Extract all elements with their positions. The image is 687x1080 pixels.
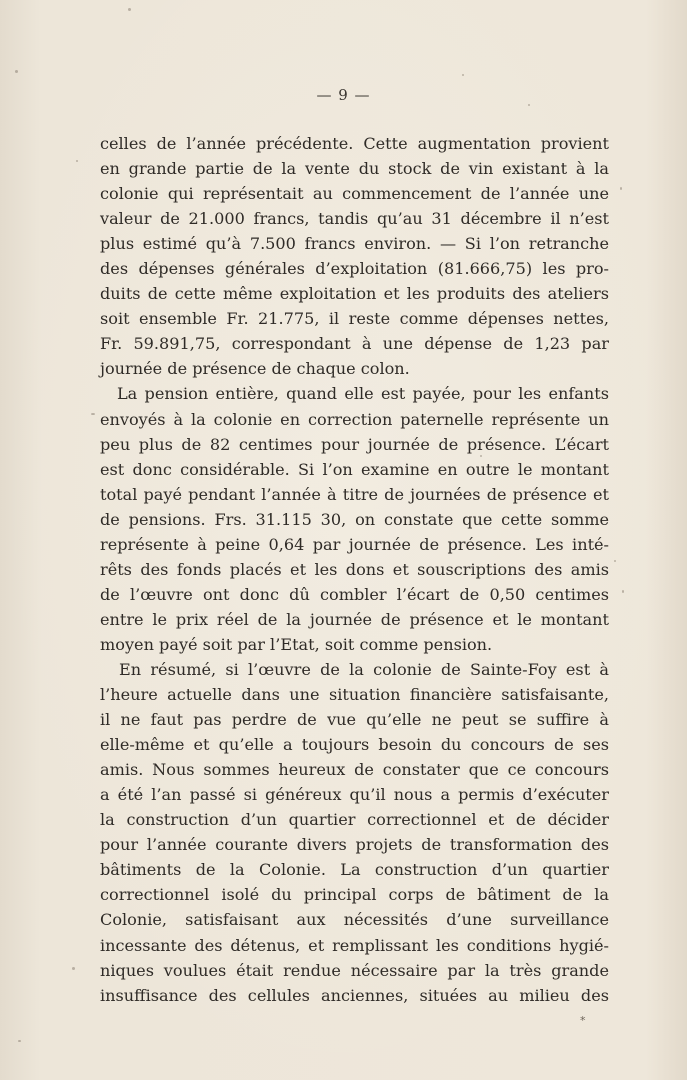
text-line: soit ensemble Fr. 21.775, il reste comme dépenses nettes, (100, 309, 609, 329)
text-line: de l’œuvre ont donc dû combler l’écart de 0,50 centimes (100, 584, 609, 604)
paper-speck (620, 187, 622, 190)
paper-speck (76, 160, 78, 162)
text-line: il ne faut pas perdre de vue qu’elle ne peut se suffire à (100, 710, 609, 730)
text-line: bâtiments de la Colonie. La construction d’un quartier (100, 860, 609, 880)
text-line: envoyés à la colonie en correction paternelle représente un (100, 409, 609, 429)
text-line: colonie qui représentait au commencement de l’année une (100, 184, 609, 204)
text-line: est donc considérable. Si l’on examine en outre le montant (100, 459, 609, 479)
body-text (100, 131, 609, 1008)
paper-speck (91, 413, 95, 415)
text-line: plus estimé qu’à 7.500 francs environ. — Si l’on retranche (100, 234, 609, 254)
paper-speck (614, 560, 616, 562)
paper-speck (480, 455, 482, 457)
page-number: — 9 — (316, 86, 371, 104)
text-line: incessante des détenus, et remplissant les conditions hygié- (100, 935, 609, 955)
text-line: entre le prix réel de la journée de présence et le montant (100, 609, 609, 629)
paper-speck (15, 70, 18, 73)
paper-speck (18, 1040, 21, 1042)
text-line: Colonie, satisfaisant aux nécessités d’une surveillance (100, 910, 609, 930)
paper-speck (462, 74, 464, 76)
paper-speck (72, 967, 75, 970)
paper-speck (128, 8, 131, 11)
text-line: valeur de 21.000 francs, tandis qu’au 31 décembre il n’est (100, 209, 609, 229)
text-line: insuffisance des cellules anciennes, situées au milieu des (100, 985, 609, 1005)
text-line: elle-même et qu’elle a toujours besoin du concours de ses (100, 735, 609, 755)
text-line: Fr. 59.891,75, correspondant à une dépense de 1,23 par (100, 334, 609, 354)
text-line: peu plus de 82 centimes pour journée de présence. L’écart (100, 434, 609, 454)
text-line: niques voulues était rendue nécessaire par la très grande (100, 960, 609, 980)
footer-asterisk: * (580, 1014, 586, 1027)
text-line: la construction d’un quartier correctionnel et de décider (100, 810, 609, 830)
text-line: en grande partie de la vente du stock de vin existant à la (100, 159, 609, 179)
text-line: rêts des fonds placés et les dons et souscriptions des amis (100, 559, 609, 579)
text-line: correctionnel isolé du principal corps de bâtiment de la (100, 885, 609, 905)
paragraph-start-line: La pension entière, quand elle est payée, pour les enfants (117, 384, 609, 404)
text-line: des dépenses générales d’exploitation (81.666,75) les pro- (100, 259, 609, 279)
text-line: moyen payé soit par l’Etat, soit comme pension. (100, 634, 493, 654)
paper-speck (622, 590, 624, 593)
text-line: de pensions. Frs. 31.115 30, on constate que cette somme (100, 509, 609, 529)
paragraph-start-line: En résumé, si l’œuvre de la colonie de Sainte-Foy est à (119, 659, 609, 679)
text-line: représente à peine 0,64 par journée de présence. Les inté- (100, 534, 609, 554)
paper-speck (528, 104, 530, 106)
text-line: l’heure actuelle dans une situation financière satisfaisante, (100, 685, 609, 705)
text-line: pour l’année courante divers projets de transformation des (100, 835, 609, 855)
text-line: duits de cette même exploitation et les produits des ateliers (100, 284, 609, 304)
text-line: journée de présence de chaque colon. (100, 359, 410, 379)
text-line: total payé pendant l’année à titre de journées de présence et (100, 484, 609, 504)
text-line: amis. Nous sommes heureux de constater que ce concours (100, 760, 609, 780)
text-line: a été l’an passé si généreux qu’il nous a permis d’exécuter (100, 785, 609, 805)
text-line: celles de l’année précédente. Cette augmentation provient (100, 134, 609, 153)
